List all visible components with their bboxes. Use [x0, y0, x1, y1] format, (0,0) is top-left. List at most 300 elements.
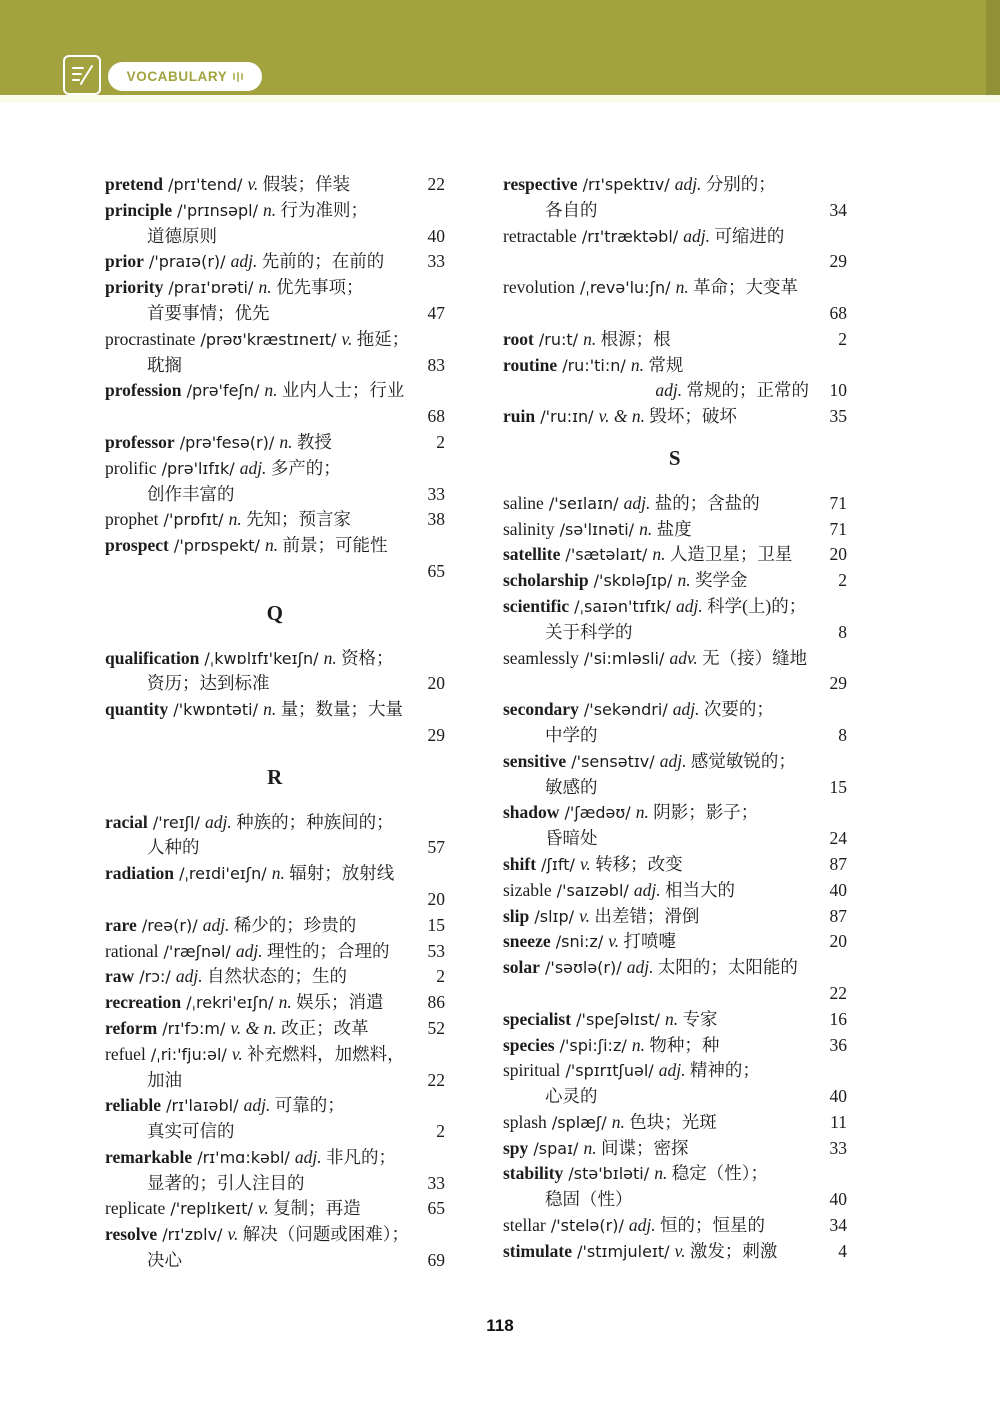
- headword: radiation: [105, 863, 175, 884]
- section-letter: R: [267, 764, 283, 789]
- entry-page-number: 8: [838, 724, 847, 745]
- definition-continued: 人种的: [147, 837, 200, 858]
- vocab-entry: [503, 852, 847, 878]
- pronunciation: /'spi:ʃi:z/: [554, 1035, 632, 1055]
- vocab-entry: [105, 1042, 445, 1094]
- entry-page-number: 24: [829, 828, 847, 849]
- definition: 行为准则；: [276, 199, 369, 220]
- definition-continued: adj. 常规的；正常的: [655, 380, 809, 401]
- definition: 解决（问题或困难）；: [238, 1224, 409, 1245]
- entry-page-number: 8: [838, 621, 847, 642]
- pronunciation: /prə'feʃn/: [181, 381, 265, 401]
- part-of-speech: adj.: [683, 225, 710, 246]
- definition: 打喷嚏: [619, 931, 677, 952]
- part-of-speech: n.: [279, 431, 293, 452]
- pronunciation: /stə'bɪləti/: [563, 1164, 655, 1184]
- pronunciation: /ˌri:'fju:əl/: [145, 1044, 232, 1064]
- headword: reliable: [105, 1095, 162, 1116]
- headword: profession: [105, 380, 182, 401]
- entry-page-number: 40: [829, 1189, 847, 1210]
- entry-page-number: 20: [829, 544, 847, 565]
- definition: 感觉敏锐的；: [686, 750, 796, 771]
- definition: 理性的；合理的: [262, 940, 390, 961]
- entry-page-number: 36: [829, 1034, 847, 1055]
- pronunciation: /rɪ'mɑ:kəbl/: [192, 1147, 295, 1167]
- vocab-entry: [105, 913, 445, 939]
- definition: 业内人士；行业: [277, 380, 405, 401]
- entry-page-number: 15: [427, 914, 445, 935]
- part-of-speech: v.: [608, 931, 620, 952]
- definition: 物种；种: [644, 1034, 720, 1055]
- headword: spy: [503, 1137, 529, 1158]
- vocabulary-badge: [108, 62, 262, 91]
- pronunciation: /'sekəndri/: [578, 700, 673, 720]
- part-of-speech: n.: [228, 509, 242, 530]
- part-of-speech: adj.: [628, 1215, 656, 1236]
- pronunciation: /splæʃ/: [546, 1112, 612, 1132]
- pronunciation: /'səʊlə(r)/: [539, 958, 627, 978]
- definition: 改正；改革: [276, 1017, 369, 1038]
- entry-page-number: 15: [829, 776, 847, 797]
- pronunciation: /'ʃædəʊ/: [559, 803, 636, 823]
- entry-page-number: 33: [427, 1172, 445, 1193]
- entry-page-number: 33: [427, 483, 445, 504]
- part-of-speech: adj.: [230, 251, 258, 272]
- part-of-speech: n.: [583, 1137, 597, 1158]
- headword: shadow: [503, 802, 560, 823]
- part-of-speech: v.: [579, 905, 590, 926]
- part-of-speech: n.: [264, 380, 278, 401]
- page-number: 118: [486, 1316, 514, 1335]
- entry-page-number: 83: [427, 354, 445, 375]
- vocab-entry: [503, 1161, 847, 1213]
- part-of-speech: n.: [258, 277, 272, 298]
- headword: sensitive: [503, 750, 567, 771]
- headword: recreation: [105, 992, 182, 1013]
- part-of-speech: n.: [654, 1163, 668, 1184]
- headword: scientific: [503, 595, 570, 616]
- pronunciation: /rɪ'laɪəbl/: [161, 1096, 244, 1116]
- entry-page-number: 35: [829, 406, 847, 427]
- headword: resolve: [105, 1224, 158, 1245]
- definition: 先知；预言家: [241, 509, 352, 530]
- pronunciation: /'si:mləsli/: [578, 648, 670, 668]
- section-letter: S: [668, 445, 682, 470]
- vocab-entry: [503, 904, 847, 930]
- definition: 次要的；: [699, 699, 774, 720]
- headword: revolution: [503, 277, 575, 298]
- pronunciation: /ˌrekri'eɪʃn/: [181, 993, 279, 1013]
- headword: specialist: [503, 1008, 572, 1029]
- pronunciation: /rɪ'spektɪv/: [577, 175, 675, 194]
- headword: shift: [503, 853, 537, 874]
- entry-page-number: 40: [829, 879, 847, 900]
- headword: rational: [105, 940, 159, 961]
- definition: 娱乐；消遣: [291, 992, 384, 1013]
- definition: 先前的；在前的: [257, 251, 385, 272]
- definition-continued: 创作丰富的: [147, 483, 235, 504]
- entry-page-number: 22: [427, 174, 445, 194]
- vocab-entry: [105, 172, 445, 198]
- pronunciation: /'sensətɪv/: [566, 751, 660, 771]
- headword: splash: [503, 1111, 547, 1132]
- definition: 可靠的；: [270, 1095, 345, 1116]
- vocab-column-right: [503, 172, 847, 1265]
- part-of-speech: n.: [611, 1111, 625, 1132]
- part-of-speech: v. & n.: [230, 1017, 277, 1038]
- pronunciation: /slɪp/: [529, 906, 580, 926]
- vocab-entry: [105, 533, 445, 585]
- entry-page-number: 40: [829, 1086, 847, 1107]
- vocab-entry: [105, 249, 445, 275]
- part-of-speech: v.: [247, 174, 259, 194]
- entry-page-number: 2: [436, 966, 445, 987]
- pronunciation: /'spɪrɪtʃuəl/: [560, 1061, 659, 1081]
- headword: stimulate: [503, 1240, 573, 1261]
- headword: slip: [503, 905, 530, 926]
- headword: professor: [105, 431, 175, 452]
- pronunciation: /prə'lɪfɪk/: [156, 458, 240, 478]
- vocab-entry: [503, 1058, 847, 1110]
- definition: 补充燃料，加燃料，: [242, 1043, 405, 1064]
- definition: 复制；再造: [268, 1198, 361, 1219]
- pronunciation: /ru:t/: [533, 329, 584, 349]
- part-of-speech: adj.: [674, 174, 702, 194]
- vocab-entry: [503, 327, 847, 353]
- page-edge-shadow: [986, 0, 1000, 95]
- vocab-entry: [503, 404, 847, 430]
- definition-continued: 决心: [147, 1250, 182, 1271]
- entry-page-number: 20: [829, 931, 847, 952]
- pronunciation: /ˌkwɒlɪfɪ'keɪʃn/: [199, 648, 324, 668]
- vocab-entry: [503, 491, 847, 517]
- definition: 恒的；恒星的: [655, 1215, 766, 1236]
- part-of-speech: n.: [631, 1034, 645, 1055]
- headword: raw: [105, 966, 135, 987]
- vocab-entry: [503, 749, 847, 801]
- definition-continued: 真实可信的: [147, 1121, 235, 1142]
- entry-page-number: 4: [838, 1240, 847, 1261]
- definition: 阴影；影子；: [648, 802, 759, 823]
- part-of-speech: n.: [583, 328, 597, 349]
- headword: sizable: [503, 879, 552, 900]
- entry-page-number: 71: [829, 518, 847, 539]
- entry-page-number: 2: [436, 431, 445, 452]
- definition: 稀少的；珍贵的: [229, 914, 357, 935]
- headword: priority: [105, 277, 164, 298]
- definition: 分别的；: [701, 174, 776, 194]
- headword: salinity: [503, 518, 555, 539]
- definition-continued: 关于科学的: [545, 621, 633, 642]
- definition: 革命；大变革: [688, 277, 799, 298]
- definition-continued: 耽搁: [147, 354, 182, 375]
- pronunciation: /rɪ'zɒlv/: [157, 1225, 228, 1245]
- entry-page-number: 33: [427, 251, 445, 272]
- definition: 专家: [678, 1008, 718, 1029]
- headword: sneeze: [503, 931, 551, 952]
- entry-page-number: 34: [829, 199, 847, 220]
- headword: secondary: [503, 699, 579, 720]
- headword: stability: [503, 1163, 564, 1184]
- pronunciation: /sni:z/: [550, 932, 609, 952]
- part-of-speech: v.: [674, 1240, 686, 1261]
- definition-continued: 首要事情；优先: [147, 302, 270, 323]
- headword: solar: [503, 957, 540, 978]
- pronunciation: /ˌreɪdi'eɪʃn/: [174, 864, 272, 884]
- band-underline: [0, 95, 1000, 103]
- part-of-speech: n.: [652, 544, 666, 565]
- part-of-speech: adj.: [626, 957, 654, 978]
- headword: retractable: [503, 225, 577, 246]
- part-of-speech: v. & n.: [598, 406, 645, 427]
- pronunciation: /'ru:ɪn/: [535, 407, 599, 427]
- definition: 出差错；滑倒: [589, 905, 700, 926]
- part-of-speech: n.: [278, 992, 292, 1013]
- vocab-entry: [503, 800, 847, 852]
- headword: reform: [105, 1017, 158, 1038]
- part-of-speech: n.: [263, 699, 277, 720]
- definition: 常规: [643, 354, 684, 375]
- part-of-speech: n.: [639, 518, 653, 539]
- pronunciation: /praɪ'ɒrəti/: [163, 278, 259, 298]
- section-letter: Q: [266, 600, 284, 625]
- entry-page-number: 22: [427, 1069, 445, 1090]
- definition-continued: 心灵的: [545, 1086, 598, 1107]
- vocab-entry: [105, 939, 445, 965]
- entry-page-number: 53: [427, 940, 445, 961]
- vocab-entry: [105, 1222, 445, 1274]
- definition: 精神的；: [685, 1060, 760, 1081]
- pronunciation: /reə(r)/: [136, 915, 203, 935]
- definition: 盐度: [652, 518, 692, 539]
- headword: racial: [105, 811, 148, 832]
- entry-page-number: 87: [829, 905, 847, 926]
- definition: 稳定（性）；: [667, 1163, 768, 1184]
- headword: replicate: [105, 1198, 166, 1219]
- headword: remarkable: [105, 1146, 193, 1167]
- pronunciation: /'stelə(r)/: [545, 1216, 629, 1236]
- definition: 假装；佯装: [258, 174, 351, 194]
- vocab-entry: [105, 430, 445, 456]
- vocab-entry: [105, 378, 445, 430]
- vocab-entry: [503, 1110, 847, 1136]
- pronunciation: /'saɪzəbl/: [551, 880, 634, 900]
- pronunciation: /'praɪə(r)/: [143, 252, 231, 272]
- vocab-entry: [105, 507, 445, 533]
- entry-page-number: 68: [829, 302, 847, 323]
- headword: prior: [105, 251, 144, 272]
- definition-continued: 昏暗处: [545, 828, 598, 849]
- definition: 辐射；放射线: [284, 863, 395, 884]
- entry-page-number: 40: [427, 225, 445, 246]
- part-of-speech: adv.: [669, 647, 698, 668]
- vocab-entry: [503, 275, 847, 327]
- definition: 太阳的；太阳能的: [653, 957, 798, 978]
- definition: 奖学金: [690, 570, 748, 591]
- part-of-speech: v.: [341, 328, 353, 349]
- entry-page-number: 29: [829, 251, 847, 272]
- entry-page-number: 33: [829, 1137, 847, 1158]
- entry-page-number: 16: [829, 1008, 847, 1029]
- entry-page-number: 65: [427, 1198, 445, 1219]
- entry-page-number: 29: [427, 724, 445, 745]
- vocab-entry: [105, 861, 445, 913]
- vocab-entry: [105, 1196, 445, 1222]
- entry-page-number: 52: [427, 1017, 445, 1038]
- pronunciation: /rɔ:/: [134, 967, 176, 987]
- vocab-entry: [503, 542, 847, 568]
- definition: 科学(上)的；: [702, 595, 807, 616]
- definition: 优先事项；: [271, 277, 364, 298]
- part-of-speech: adj.: [235, 940, 263, 961]
- entry-page-number: 57: [427, 837, 445, 858]
- definition: 非凡的；: [321, 1146, 397, 1167]
- definition: 无（接）缝地: [697, 647, 808, 668]
- entry-page-number: 47: [427, 302, 445, 323]
- entry-page-number: 69: [427, 1250, 445, 1271]
- pronunciation: /ˌsaɪən'tɪfɪk/: [569, 596, 676, 616]
- pronunciation: /prə'fesə(r)/: [174, 432, 280, 452]
- vocab-entry: [503, 353, 847, 405]
- pronunciation: /rɪ'træktəbl/: [576, 226, 684, 246]
- vocabulary-badge-label: VOCABULARY: [126, 69, 228, 84]
- entry-page-number: 20: [427, 673, 445, 694]
- vocab-entry: [503, 1033, 847, 1059]
- vocab-entry: [105, 1016, 445, 1042]
- pronunciation: /sə'lɪnəti/: [554, 519, 640, 539]
- entry-page-number: 34: [829, 1215, 847, 1236]
- definition: 转移；改变: [590, 853, 683, 874]
- part-of-speech: v.: [257, 1198, 269, 1219]
- part-of-speech: adj.: [672, 699, 700, 720]
- definition-continued: 显著的；引人注目的: [147, 1172, 305, 1193]
- pronunciation: /ˌrevə'lu:ʃn/: [574, 278, 676, 298]
- part-of-speech: n.: [630, 354, 644, 375]
- vocab-entry: [105, 646, 445, 698]
- vocab-entry: [105, 275, 445, 327]
- part-of-speech: adj.: [239, 457, 267, 478]
- entry-page-number: 2: [838, 328, 847, 349]
- headword: ruin: [503, 406, 536, 427]
- headword: qualification: [105, 647, 200, 668]
- headword: spiritual: [503, 1060, 561, 1081]
- definition: 可缩进的: [710, 225, 785, 246]
- headword: satellite: [503, 544, 561, 565]
- definition: 盐的；含盐的: [650, 492, 760, 513]
- vocab-entry: [105, 990, 445, 1016]
- vocab-entry: [105, 1145, 445, 1197]
- entry-page-number: 68: [427, 406, 445, 427]
- definition-continued: 加油: [147, 1069, 182, 1090]
- definition: 教授: [292, 431, 332, 452]
- pronunciation: /'sætəlaɪt/: [560, 545, 653, 565]
- vocab-entry: [503, 697, 847, 749]
- vocab-entry: [503, 224, 847, 276]
- part-of-speech: n.: [323, 647, 337, 668]
- vocab-entry: [503, 1213, 847, 1239]
- definition: 毁坏；破坏: [645, 406, 737, 427]
- part-of-speech: adj.: [202, 914, 230, 935]
- vocab-entry: [503, 646, 847, 698]
- part-of-speech: adj.: [655, 380, 687, 401]
- headword: respective: [503, 174, 578, 194]
- definition-continued: 道德原则: [147, 225, 217, 246]
- headword: principle: [105, 199, 173, 220]
- pronunciation: /'kwɒntəti/: [168, 700, 264, 720]
- part-of-speech: n.: [264, 535, 279, 556]
- part-of-speech: n.: [263, 199, 277, 220]
- pronunciation: /rɪ'fɔ:m/: [157, 1018, 231, 1038]
- definition: 自然状态的；生的: [202, 966, 347, 987]
- pronunciation: /prɪ'tend/: [163, 175, 248, 194]
- definition-continued: 中学的: [545, 724, 598, 745]
- part-of-speech: n.: [635, 802, 649, 823]
- entry-page-number: 11: [830, 1111, 847, 1132]
- entry-page-number: 20: [427, 888, 445, 909]
- entry-page-number: 65: [427, 560, 445, 581]
- pronunciation: /'speʃəlɪst/: [571, 1009, 665, 1029]
- entry-page-number: 2: [436, 1121, 445, 1142]
- vocab-entry: [105, 810, 445, 862]
- vocab-entry: [105, 1093, 445, 1145]
- part-of-speech: adj.: [659, 750, 687, 771]
- headword: prospect: [105, 535, 169, 556]
- part-of-speech: adj.: [175, 966, 203, 987]
- definition-continued: 资历；达到标准: [147, 673, 270, 694]
- pronunciation: /'reɪʃl/: [147, 812, 205, 832]
- definition: 相当大的: [660, 879, 735, 900]
- part-of-speech: adj.: [623, 492, 651, 513]
- definition: 多产的；: [266, 457, 341, 478]
- part-of-speech: n.: [664, 1008, 679, 1029]
- pronunciation: /ru:'ti:n/: [557, 355, 631, 375]
- audio-bars-icon: [233, 72, 243, 82]
- entry-page-number: 29: [829, 673, 847, 694]
- definition: 资格；: [336, 647, 394, 668]
- definition: 激发；刺激: [685, 1240, 778, 1261]
- part-of-speech: n.: [677, 570, 691, 591]
- vocab-entry: [503, 594, 847, 646]
- vocab-entry: [105, 198, 445, 250]
- part-of-speech: n.: [271, 863, 285, 884]
- headword: prophet: [105, 509, 159, 530]
- vocab-entry: [105, 964, 445, 990]
- headword: saline: [503, 492, 544, 513]
- headword: refuel: [105, 1043, 146, 1064]
- entry-page-number: 87: [829, 853, 847, 874]
- definition: 量；数量；大量: [276, 699, 404, 720]
- part-of-speech: adj.: [658, 1060, 686, 1081]
- headword: seamlessly: [503, 647, 579, 668]
- vocab-entry: [105, 456, 445, 508]
- entry-page-number: 38: [427, 509, 445, 530]
- part-of-speech: adj.: [204, 811, 232, 832]
- entry-page-number: 10: [829, 380, 847, 401]
- part-of-speech: adj.: [633, 879, 661, 900]
- headword: procrastinate: [105, 328, 196, 349]
- entry-page-number: 22: [829, 982, 847, 1003]
- headword: pretend: [105, 174, 164, 194]
- headword: root: [503, 328, 534, 349]
- definition: 人造卫星；卫星: [665, 544, 793, 565]
- vocab-entry: [503, 172, 847, 224]
- part-of-speech: adj.: [675, 595, 703, 616]
- headword: species: [503, 1034, 555, 1055]
- part-of-speech: v.: [579, 853, 591, 874]
- vocab-entry: [503, 955, 847, 1007]
- vocab-entry: [503, 929, 847, 955]
- entry-page-number: 2: [838, 570, 847, 591]
